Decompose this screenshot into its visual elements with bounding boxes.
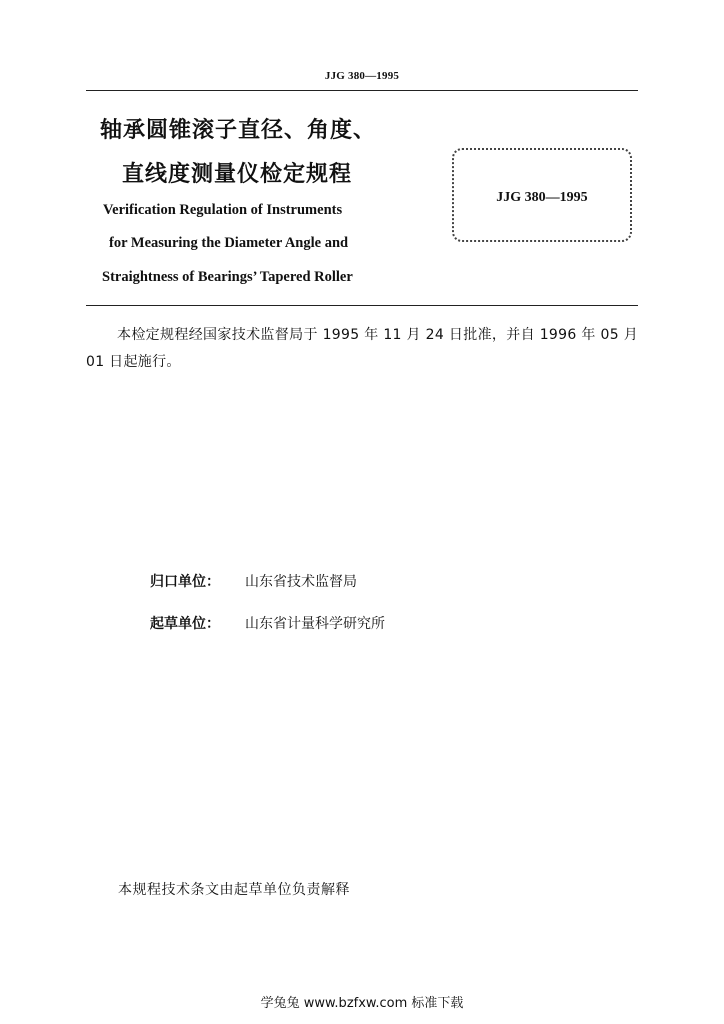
header-standard-code: JJG 380—1995 bbox=[324, 70, 400, 82]
organization-row-drafting bbox=[150, 613, 385, 633]
standard-code-box bbox=[452, 148, 632, 242]
code-box-label: JJG 380—1995 bbox=[496, 190, 588, 205]
title-chinese-line-2: 直线度测量仪检定规程 bbox=[122, 162, 353, 187]
title-english-line-3: Straightness of Bearings’ Tapered Roller bbox=[102, 269, 353, 285]
approval-statement: 本检定规程经国家技术监督局于 1995 年 11 月 24 日批准，并自 1996 年 05 月 01 日起施行。 bbox=[86, 327, 638, 370]
organization-label: 起草单位： bbox=[150, 616, 220, 632]
header-rule bbox=[86, 90, 638, 91]
title-english-line-2: for Measuring the Diameter Angle and bbox=[109, 235, 349, 251]
interpretation-note: 本规程技术条文由起草单位负责解释 bbox=[118, 882, 350, 898]
title-english-line-1: Verification Regulation of Instruments bbox=[103, 202, 343, 218]
title-chinese-line-1: 轴承圆锥滚子直径、角度、 bbox=[100, 118, 377, 143]
site-watermark: 学兔兔 www.bzfxw.com 标准下载 bbox=[260, 996, 464, 1011]
organization-value: 山东省计量科学研究所 bbox=[245, 616, 385, 632]
organization-value: 山东省技术监督局 bbox=[245, 574, 357, 590]
organization-label: 归口单位： bbox=[150, 574, 220, 590]
organization-row-responsible bbox=[150, 571, 357, 591]
title-rule bbox=[86, 305, 638, 306]
